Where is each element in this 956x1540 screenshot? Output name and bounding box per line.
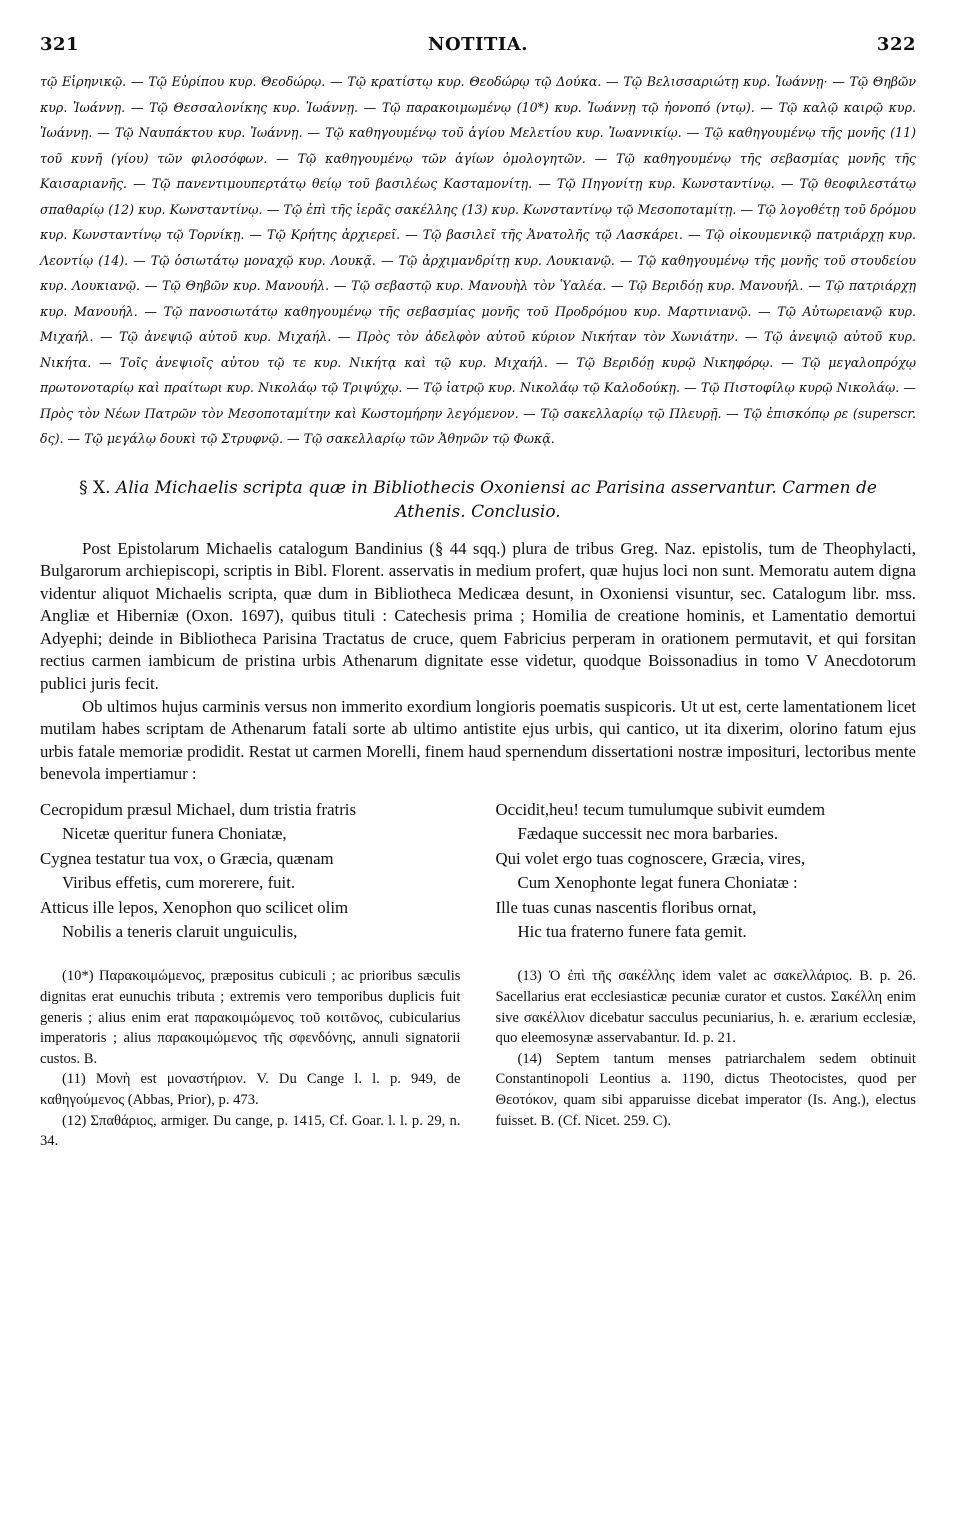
right-page-number: 322 (876, 34, 916, 55)
poem-line: Qui volet ergo tuas cognoscere, Græcia, vires, (495, 848, 806, 868)
left-page-number: 321 (40, 34, 80, 55)
footnote: (11) Μονὴ est μοναστήριον. V. Du Cange l. l. p. 949, de καθηγούμενος (Abbas, Prior), p. 473. (40, 1071, 461, 1109)
body-paragraph-1: Post Epistolarum Michaelis catalogum Bandinius (§ 44 sqq.) plura de tribus Greg. Naz. epistolis, tum de Theophylacti, Bulgarorum archiepiscopi, scriptis in Bibl. Florent. asservatis in medium profert, quæ hujus loci non sunt. Memoratu autem digna videntur aliquot Michaelis scripta, quæ dum in Bibliotheca Medicæa desunt, in Oxoniensi visuntur, sec. Catalogum libr. mss. Angliæ et Hiberniæ (Oxon. 1697), quibus tituli : Catechesis prima ; Homilia de creatione hominis, et Lamentatio demortui Adyephi; deinde in Bibliotheca Parisina Tractatus de cruce, quem Fabricius perperam in orationem permutavit, et qui forsitan rectius carmen iambicum de pristina urbis Athenarum dignitate esse videtur, quodque Boissonadius in tomo V Anecdotorum publici juris fecit. (40, 538, 916, 694)
footnote: (14) Septem tantum menses patriarchalem sedem obtinuit Constantinopoli Leontius a. 1190, dictus Theotocistes, quod per Θεοτόκον, quam sibi apparuisse dicebat imperator (Is. Ang.), electus fuisset. B. (Cf. Nicet. 259. C). (495, 1050, 916, 1129)
poem (40, 798, 916, 944)
poem-line: Nicetæ queritur funera Choniatæ, (62, 824, 287, 844)
section-mark: § X. (79, 477, 111, 498)
greek-letter-list: τῷ Εἰρηνικῷ. — Τῷ Εὐρίπου κυρ. Θεοδώρῳ. — Τῷ κρατίστῳ κυρ. Θεοδώρῳ τῷ Δούκα. — Τῷ Βελισσαριώτῃ κυρ. Ἰωάννῃ· — Τῷ Θηβῶν κυρ. Ἰωάννῃ. — Τῷ Θεσσαλονίκης κυρ. Ἰωάννῃ. — Τῷ παρακοιμωμένῳ (10*) κυρ. Ἰωάννῃ τῷ ἠονοπό (ντῳ). — Τῷ καλῷ καιρῷ κυρ. Ἰωάννῃ. — Τῷ Ναυπάκτου κυρ. Ἰωάννῃ. — Τῷ καθηγουμένῳ τοῦ ἁγίου Μελετίου κυρ. Ἰωαννικίῳ. — Τῷ καθηγουμένῳ τῆς μονῆς (11) τοῦ κυνῆ (γίου) τῶν φιλοσόφων. — Τῷ καθηγουμένῳ τῶν ἁγίων ὁμολογητῶν. — Τῷ καθηγουμένῳ τῆς σεβασμίας μονῆς τῆς Καισαριανῆς. — Τῷ πανεντιμουπερτάτῳ θείῳ τοῦ βασιλέως Κασταμονίτῃ. — Τῷ Πηγονίτῃ κυρ. Κωνσταντίνῳ. — Τῷ θεοφιλεστάτῳ σπαθαρίῳ (12) κυρ. Κωνσταντίνῳ. — Τῷ ἐπὶ τῆς ἱερᾶς σακέλλης (13) κυρ. Κωνσταντίνῳ τῷ Μεσοποταμίτῃ. — Τῷ λογοθέτῃ τοῦ δρόμου κυρ. Κωνσταντίνῳ τῷ Τορνίκῃ. — Τῷ Κρήτης ἀρχιερεῖ. — Τῷ βασιλεῖ τῆς Ἀνατολῆς τῷ Λασκάρει. — Τῷ οἰκουμενικῷ πατριάρχῃ κυρ. Λεοντίῳ (14). — Τῷ ὁσιωτάτῳ μοναχῷ κυρ. Λουκᾷ. — Τῷ ἀρχιμανδρίτῃ κυρ. Λουκιανῷ. — Τῷ καθηγουμένῳ τῆς μονῆς τοῦ στουδείου κυρ. Λουκιανῷ. — Τῷ Θηβῶν κυρ. Μανουήλ. — Τῷ σεβαστῷ κυρ. Μανουὴλ τὸν Ὑαλέα. — Τῷ Βεριδόῃ κυρ. Μανουήλ. — Τῷ πατριάρχῃ κυρ. Μανουήλ. — Τῷ πανοσιωτάτῳ καθηγουμένῳ τῆς σεβασμίας μονῆς τοῦ Προδρόμου κυρ. Μαρτινιανῷ. — Τῷ Αὐτωρειανῷ κυρ. Μιχαήλ. — Τῷ ἀνεψιῷ αὐτοῦ κυρ. Μιχαήλ. — Πρὸς τὸν ἀδελφὸν αὐτοῦ κύριον Νικήταν τὸν Χωνιάτην. — Τῷ ἀνεψιῷ αὐτοῦ κυρ. Νικήτα. — Τοῖς ἀνεψιοῖς αὐτου τῷ τε κυρ. Νικήτᾳ καὶ τῷ κυρ. Μιχαήλ. — Τῷ Βεριδόῃ κυρῷ Νικηφόρῳ. — Τῷ μεγαλοπρόχῳ πρωτονοταρίῳ καὶ πραίτωρι κυρ. Νικολάῳ τῷ Τριψύχῳ. — Τῷ ἰατρῷ κυρ. Νικολάῳ τῷ Καλοδούκῃ. — Τῷ Πιστοφίλῳ κυρῷ Νικολάῳ. — Πρὸς τὸν Νέων Πατρῶν τὸν Μεσοποταμίτην καὶ Κωστομήρην λεγόμενον. — Τῷ σακελλαρίῳ τῷ Πλευρῇ. — Τῷ ἐπισκόπῳ ρε (superscr. δς). — Τῷ μεγάλῳ δουκὶ τῷ Στρυφνῷ. — Τῷ σακελλαρίῳ τῶν Ἀθηνῶν τῷ Φωκᾷ. (40, 74, 916, 446)
poem-left-column (40, 798, 460, 944)
footnote: (10*) Παρακοιμώμενος, præpositus cubiculi ; ac prioribus sæculis dignitas erat eunuchis tributa ; extremis vero temporibus duplicis fuit generis ; alius enim erat παρακοιμώμενος τοῦ κοιτῶνος, cubicularius imperatoris ; alius παρακοιμώμενος τῆς σφενδόνης, annuli signatorii custos. B. (40, 968, 461, 1067)
poem-right-column (496, 798, 916, 944)
poem-line: Cygnea testatur tua vox, o Græcia, quænam (40, 848, 334, 868)
poem-line: Cum Xenophonte legat funera Choniatæ : (517, 873, 798, 893)
body-paragraph-2: Ob ultimos hujus carminis versus non immerito exordium longioris poematis suspicoris. Ut ut est, certe lamentationem licet mutilam habes scriptam de Athenarum fatali sorte ab ultimo antistite ejus urbis, qui cantico, ut ita dixerim, olorino fatum ejus urbis fatale memoriæ prodidit. Restat ut carmen Morelli, finem haud spernendum dissertationi nostræ imposituri, lectoribus mente benevola impertiamur : (40, 696, 916, 784)
poem-line: Cecropidum præsul Michael, dum tristia fratris (40, 800, 356, 820)
poem-line: Atticus ille lepos, Xenophon quo scilicet olim (40, 897, 349, 917)
poem-line: Ille tuas cunas nascentis floribus ornat, (495, 897, 757, 917)
section-title-text: Alia Michaelis scripta quæ in Bibliothecis Oxoniensi ac Parisina asservantur. Carmen de Athenis. Conclusio. (115, 477, 877, 522)
footnotes-left-column (40, 966, 460, 1151)
footnotes (40, 966, 916, 1151)
footnotes-right-column (496, 966, 916, 1151)
poem-line: Occidit,heu! tecum tumulumque subivit eumdem (495, 800, 826, 820)
poem-line: Fædaque successit nec mora barbaries. (517, 824, 779, 844)
footnote: (13) Ὁ ἐπὶ τῆς σακέλλης idem valet ac σακελλάριος. B. p. 26. Sacellarius erat ecclesiasticæ pecuniæ curator et custos. Σακέλλη enim sive σακέλλιον dicebatur sacculus pecuniarius, h. e. ærarium ecclesiæ, quo eleemosynæ asservabantur. Id. p. 21. (495, 968, 916, 1047)
poem-line: Nobilis a teneris claruit unguiculis, (62, 922, 298, 942)
poem-line: Hic tua fraterno funere fata gemit. (517, 922, 747, 942)
section-heading (52, 476, 904, 524)
footnote: (12) Σπαθάριος, armiger. Du cange, p. 1415, Cf. Goar. l. l. p. 29, n. 34. (40, 1112, 461, 1150)
running-title: NOTITIA. (428, 34, 528, 55)
poem-line: Viribus effetis, cum morerere, fuit. (62, 873, 296, 893)
page-header (40, 34, 916, 55)
